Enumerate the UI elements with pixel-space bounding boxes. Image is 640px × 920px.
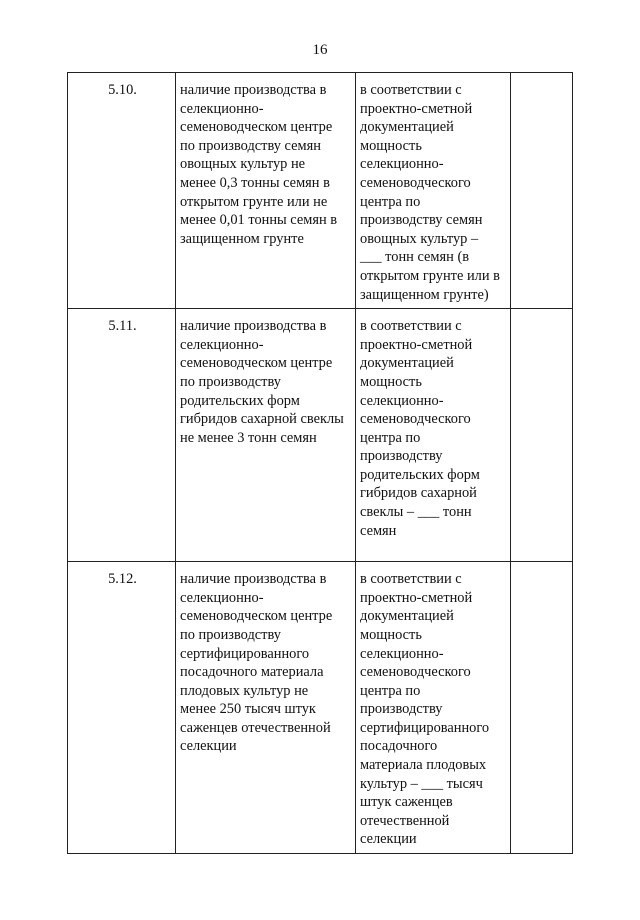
empty-cell	[511, 73, 573, 309]
document-line: родительских форм	[360, 466, 480, 483]
document-line: семеноводческого	[360, 664, 471, 681]
document-line: документацией	[360, 355, 454, 372]
requirement-line: менее 250 тысяч штук	[180, 701, 316, 718]
document-line: открытом грунте или в	[360, 267, 500, 284]
document-line: проектно-сметной	[360, 336, 473, 353]
requirement-line: селекционно-	[180, 336, 264, 353]
requirement-cell	[176, 562, 356, 854]
document-line: мощность	[360, 137, 422, 154]
requirement-line: селекционно-	[180, 589, 264, 606]
requirement-line: семеноводческом центре	[180, 608, 333, 625]
document-line: в соответствии с	[360, 571, 462, 588]
document-line: документацией	[360, 119, 454, 136]
requirement-line: не менее 3 тонн семян	[180, 429, 317, 446]
row-number: 5.12.	[68, 562, 176, 854]
requirement-line: овощных культур не	[180, 156, 306, 173]
requirement-line: по производству	[180, 626, 281, 643]
document-line: штук саженцев	[360, 794, 453, 811]
document-line: семеноводческого	[360, 174, 471, 191]
empty-cell	[511, 309, 573, 562]
document-line: центра по	[360, 682, 421, 699]
document-line: посадочного	[360, 738, 438, 755]
requirement-line: менее 0,3 тонны семян в	[180, 174, 330, 191]
requirement-cell	[176, 73, 356, 309]
document-line: в соответствии с	[360, 82, 462, 98]
requirement-line: селекционно-	[180, 100, 264, 117]
requirement-line: сертифицированного	[180, 645, 310, 662]
document-line: селекционно-	[360, 392, 444, 409]
document-line: защищенном грунте)	[360, 286, 489, 303]
document-line: селекционно-	[360, 156, 444, 173]
requirement-cell	[176, 309, 356, 562]
document-line: документацией	[360, 608, 454, 625]
requirement-line: семеноводческом центре	[180, 355, 333, 372]
requirement-line: родительских форм	[180, 392, 300, 409]
requirement-line: саженцев отечественной	[180, 719, 331, 736]
requirement-line: менее 0,01 тонны семян в	[180, 212, 338, 229]
document-line: ___ тонн семян (в	[360, 249, 470, 266]
table-row	[68, 309, 573, 562]
requirement-line: наличие производства в	[180, 82, 327, 98]
empty-cell	[511, 562, 573, 854]
document-cell	[356, 73, 511, 309]
requirement-line: наличие производства в	[180, 571, 327, 588]
document-line: семеноводческого	[360, 411, 471, 428]
document-line: селекции	[360, 831, 417, 848]
row-number: 5.10.	[68, 73, 176, 309]
requirement-line: наличие производства в	[180, 318, 327, 335]
document-line: культур – ___ тысяч	[360, 775, 483, 792]
document-line: отечественной	[360, 812, 450, 829]
document-cell	[356, 562, 511, 854]
document-line: селекционно-	[360, 645, 444, 662]
requirement-line: защищенном грунте	[180, 230, 304, 247]
requirement-line: селекции	[180, 738, 237, 755]
document-line: проектно-сметной	[360, 100, 473, 117]
document-line: центра по	[360, 429, 421, 446]
document-line: мощность	[360, 373, 422, 390]
document-line: центра по	[360, 193, 421, 210]
document-line: гибридов сахарной	[360, 485, 477, 502]
requirement-line: по производству семян	[180, 137, 321, 154]
document-line: мощность	[360, 626, 422, 643]
table-row	[68, 73, 573, 309]
document-line: производству	[360, 448, 443, 465]
requirement-line: плодовых культур не	[180, 682, 309, 699]
document-line: свеклы – ___ тонн	[360, 504, 472, 521]
document-line: сертифицированного	[360, 719, 490, 736]
requirement-line: посадочного материала	[180, 664, 324, 681]
document-line: материала плодовых	[360, 757, 487, 774]
document-line: производству	[360, 701, 443, 718]
row-number: 5.11.	[68, 309, 176, 562]
document-line: семян	[360, 522, 397, 539]
document-line: в соответствии с	[360, 318, 462, 335]
document-line: овощных культур –	[360, 230, 479, 247]
requirement-line: открытом грунте или не	[180, 193, 328, 210]
document-cell	[356, 309, 511, 562]
requirement-line: по производству	[180, 373, 281, 390]
requirement-line: гибридов сахарной свеклы	[180, 411, 344, 428]
page-number: 16	[312, 42, 328, 58]
document-line: проектно-сметной	[360, 589, 473, 606]
requirement-line: семеноводческом центре	[180, 119, 333, 136]
table-row	[68, 562, 573, 854]
document-line: производству семян	[360, 212, 483, 229]
requirements-table	[67, 72, 573, 854]
